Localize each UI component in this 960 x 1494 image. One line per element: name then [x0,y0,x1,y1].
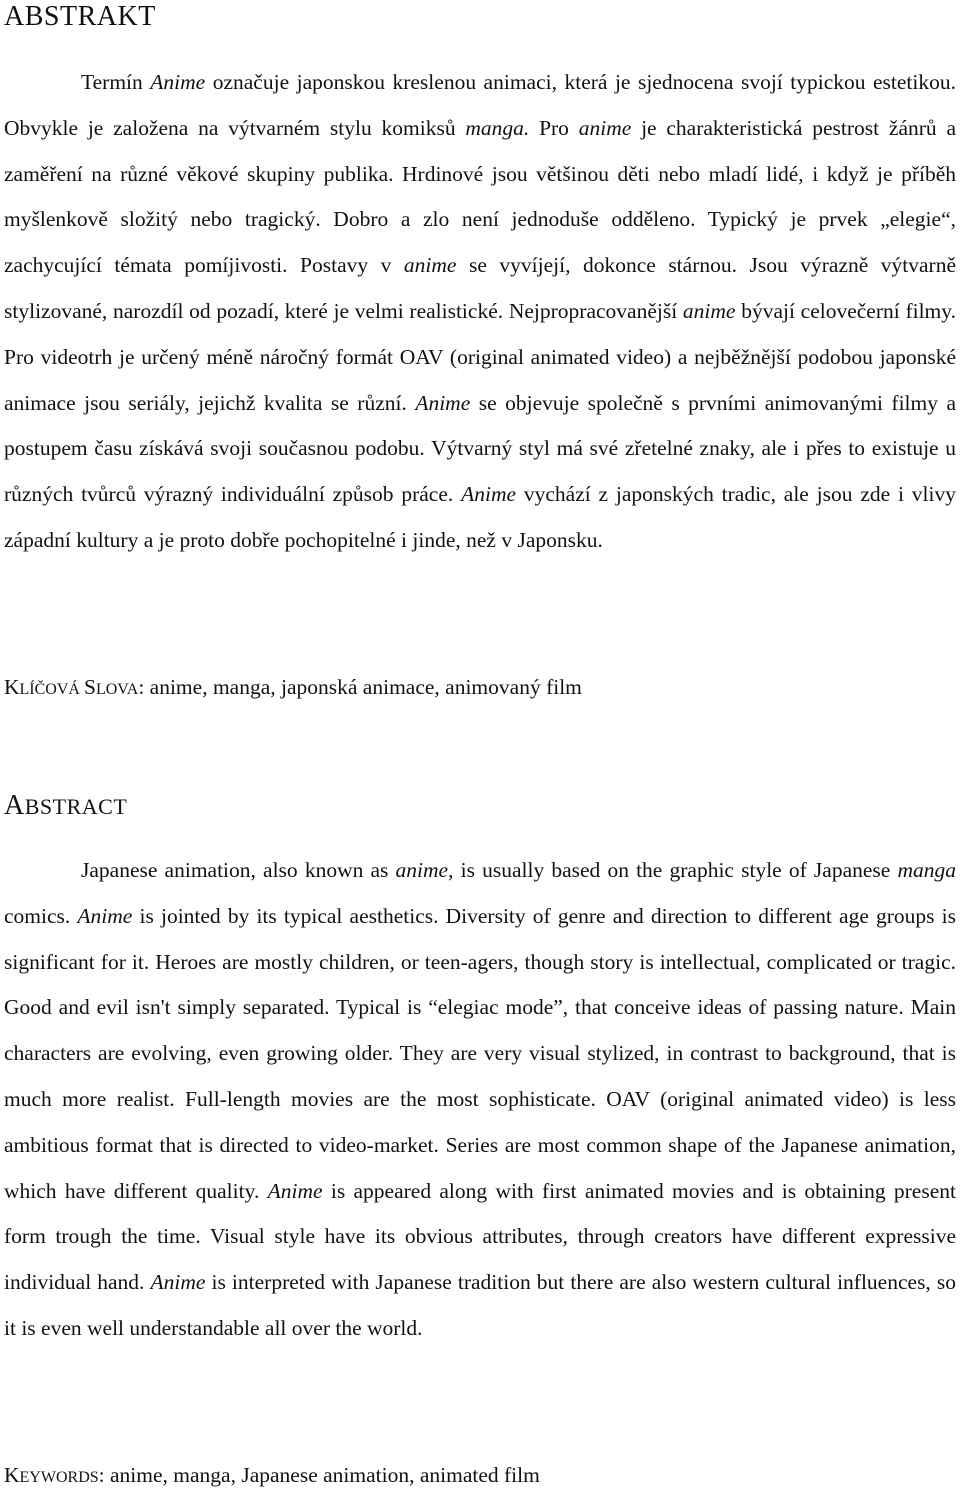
text-run: is interpreted with Japanese tradition but there are also western cultural influences, so it is even well understandable all over the world. [4,1270,956,1340]
english-keywords-line [4,1463,540,1489]
text-run: Japanese animation, also known as [81,858,396,882]
czech-keywords-list: : anime, manga, japonská animace, animovaný film [138,675,582,699]
italic-term: Anime [150,70,206,94]
text-run: bývají celovečerní filmy. Pro videotrh je určený méně náročný formát OAV (original animated video) a nejběžnější podobou japonské animace jsou seriály, jejichž kvalita se různí. [4,298,956,415]
czech-keywords-label: KLÍČOVÁ SLOVA [4,675,139,699]
text-run: is jointed by its typical aesthetics. Diversity of genre and direction to different age groups is significant for it. Heroes are mostly children, or teen-agers, though story is intellectual, complicated or tragic. Good and evil isn't simply separated. Typical is “elegiac mode”, that conceive ideas of passing nature. Main characters are evolving, even growing older. They are very visual stylized, in contrast to background, that is much more realist. Full-length movies are the most sophisticate. OAV (original animated video) is less ambitious format that is directed to video-market. Series are most common shape of the Japanese animation, which have different quality. [4,903,957,1203]
czech-keywords-line [4,675,582,701]
text-run: comics. [4,903,78,928]
italic-term: Anime [150,1270,206,1295]
text-run: se vyvíjejí, dokonce stárnou. Jsou výrazně výtvarně stylizované, narozdíl od pozadí, které je velmi realistické. Nejpropracovanější [4,253,957,323]
text-run: označuje japonskou kreslenou animaci, která je sjednocena svojí typickou estetikou. Obvykle je založena na výtvarném stylu komiksů [4,70,956,140]
italic-term: Anime [415,390,471,415]
italic-term: manga. [465,115,530,140]
text-run: , is usually based on the graphic style of Japanese [448,858,898,882]
english-abstract-paragraph [4,848,956,1352]
english-keywords-label: KEYWORDS [4,1463,99,1487]
czech-abstract-heading: ABSTRAKT [4,1,156,32]
italic-term: Anime [461,482,517,507]
italic-term: Anime [267,1178,323,1203]
text-run: vychází z japonských tradic, ale jsou zde i vlivy západní kultury a je proto dobře pochopitelné i jinde, než v Japonsku. [4,482,956,552]
english-abstract-heading: ABSTRACT [4,790,128,821]
italic-term: anime [578,115,632,140]
text-run: se objevuje společně s prvními animovanými filmy a postupem času získává svoji současnou podobu. Výtvarný styl má své zřetelné znaky, ale i přes to existuje u různých tvůrců výrazný individuální způsob práce. [4,390,956,507]
italic-term: anime [682,298,736,323]
english-keywords-list: : anime, manga, Japanese animation, animated film [98,1463,540,1487]
italic-term: anime [395,858,449,882]
italic-term: Anime [77,903,133,928]
italic-term: anime [403,253,457,278]
italic-term: manga [897,858,956,882]
text-run: Termín [81,70,151,94]
text-run: is appeared along with first animated movies and is obtaining present form trough the time. Visual style have its obvious attributes, through creators have different expressive individual hand. [4,1178,956,1295]
czech-abstract-paragraph [4,60,956,564]
text-run: je charakteristická pestrost žánrů a zaměření na různé věkové skupiny publika. Hrdinové jsou většinou děti nebo mladí lidé, i když je příběh myšlenkově složitý nebo tragický. Dobro a zlo není jednoduše odděleno. Typický je prvek „elegie“, zachycující témata pomíjivosti. Postavy v [4,115,956,278]
text-run: Pro [529,115,579,140]
